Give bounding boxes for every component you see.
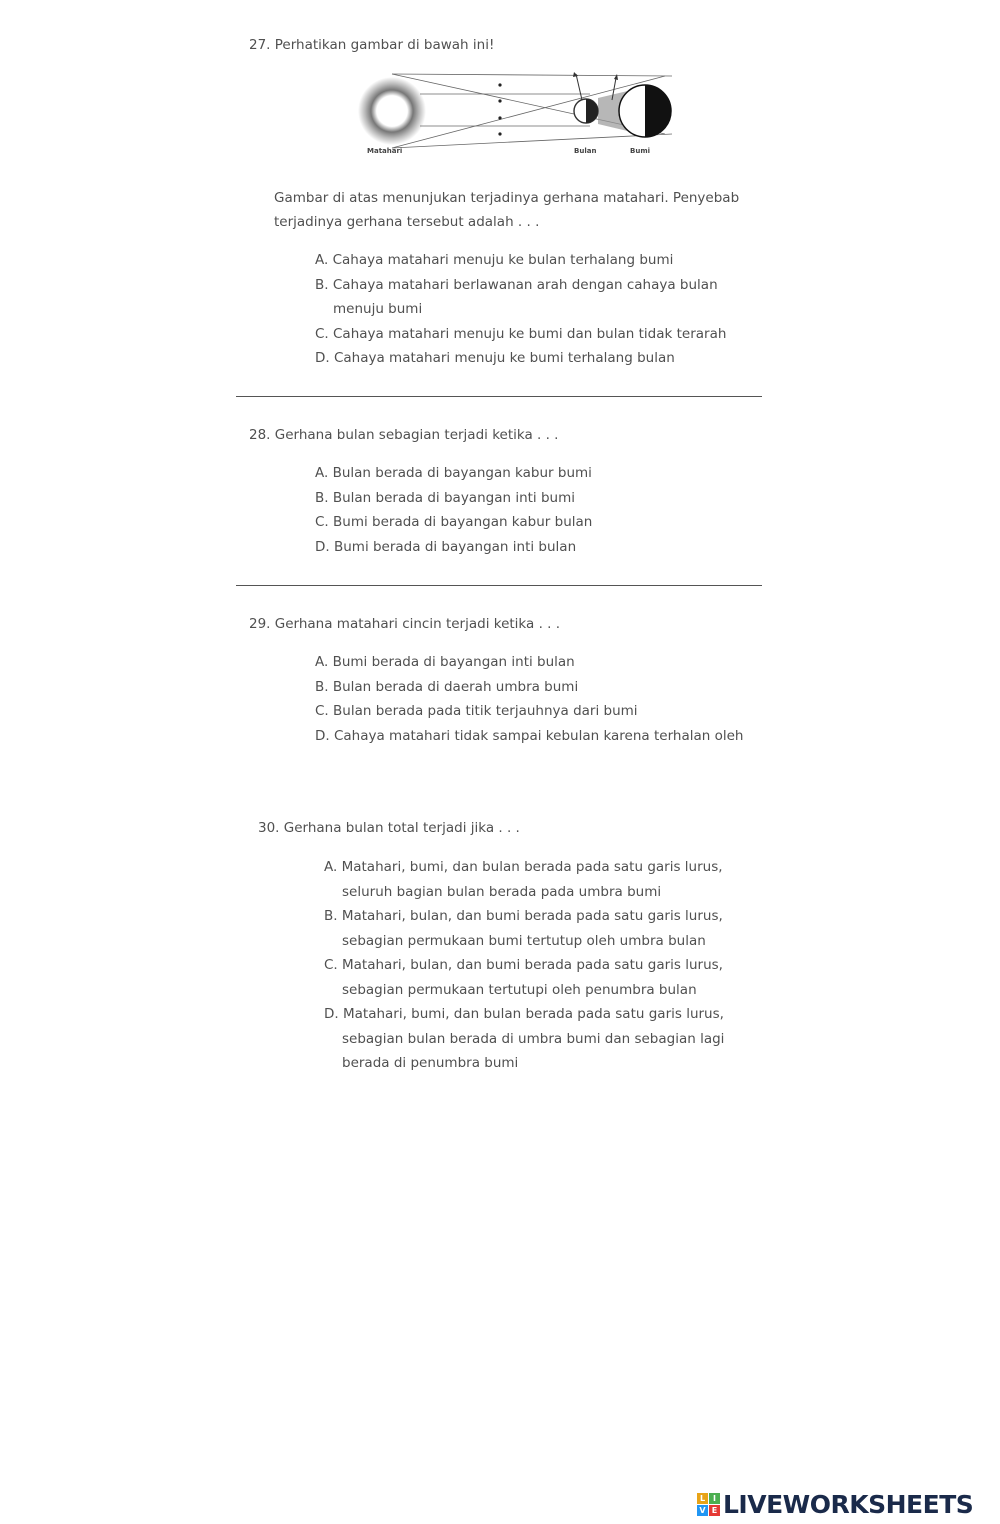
option-d[interactable]: D. Bumi berada di bayangan inti bulan xyxy=(315,538,577,555)
option-d[interactable]: D. Matahari, bumi, dan bulan berada pada satu garis lurus, xyxy=(324,1006,724,1022)
option-a[interactable]: A. Bulan berada di bayangan kabur bumi xyxy=(315,465,592,481)
option-a[interactable]: A. Cahaya matahari menuju ke bulan terhalang bumi xyxy=(315,252,674,268)
option-b[interactable]: B. Matahari, bulan, dan bumi berada pada satu garis lurus, xyxy=(324,908,723,924)
liveworksheets-mark-icon xyxy=(697,1493,720,1516)
ray-arrows xyxy=(498,83,501,135)
mark-letter: E xyxy=(709,1505,720,1516)
mark-letter: I xyxy=(709,1493,720,1504)
option-c[interactable]: C. Bulan berada pada titik terjauhnya dari bumi xyxy=(315,703,638,719)
option-b-continuation: menuju bumi xyxy=(333,301,423,317)
question-27-options xyxy=(315,248,726,371)
question-29-title: 29. Gerhana matahari cincin terjadi ketika . . . xyxy=(249,616,561,632)
divider xyxy=(236,585,762,586)
option-a[interactable]: A. Bumi berada di bayangan inti bulan xyxy=(315,654,575,670)
option-c[interactable]: C. Cahaya matahari menuju ke bumi dan bulan tidak terarah xyxy=(315,325,727,342)
question-27-title: 27. Perhatikan gambar di bawah ini! xyxy=(249,37,495,53)
option-d-continuation: sebagian bulan berada di umbra bumi dan sebagian lagi xyxy=(342,1030,725,1047)
option-b[interactable]: B. Bulan berada di bayangan inti bumi xyxy=(315,489,575,506)
option-a[interactable]: A. Matahari, bumi, dan bulan berada pada satu garis lurus, xyxy=(324,859,723,875)
sun-label: Matahari xyxy=(367,147,403,155)
option-c[interactable]: C. Matahari, bulan, dan bumi berada pada satu garis lurus, xyxy=(324,957,723,973)
mark-letter: L xyxy=(697,1493,708,1504)
liveworksheets-brand-text: LIVEWORKSHEETS xyxy=(723,1490,974,1519)
option-b[interactable]: B. Cahaya matahari berlawanan arah dengan cahaya bulan xyxy=(315,276,718,293)
paragraph-line: terjadinya gerhana tersebut adalah . . . xyxy=(274,214,540,230)
option-b[interactable]: B. Bulan berada di daerah umbra bumi xyxy=(315,678,579,695)
divider xyxy=(236,396,762,397)
liveworksheets-logo xyxy=(697,1490,973,1519)
option-c[interactable]: C. Bumi berada di bayangan kabur bulan xyxy=(315,514,593,530)
option-d[interactable]: D. Cahaya matahari tidak sampai kebulan karena terhalan oleh xyxy=(315,727,744,744)
question-28-options xyxy=(315,461,592,559)
option-d[interactable]: D. Cahaya matahari menuju ke bumi terhalang bulan xyxy=(315,350,675,366)
moon-label: Bulan xyxy=(574,147,597,155)
sun-shape xyxy=(358,77,426,145)
option-a-continuation: seluruh bagian bulan berada pada umbra bumi xyxy=(342,883,662,900)
earth-label: Bumi xyxy=(630,147,651,155)
question-30-title: 30. Gerhana bulan total terjadi jika . . . xyxy=(258,820,520,836)
question-30-options xyxy=(324,855,724,1076)
question-28-title: 28. Gerhana bulan sebagian terjadi ketika . . . xyxy=(249,427,559,443)
option-c-continuation: sebagian permukaan tertutupi oleh penumbra bulan xyxy=(342,981,697,998)
question-27-paragraph xyxy=(274,186,739,234)
paragraph-line: Gambar di atas menunjukan terjadinya gerhana matahari. Penyebab xyxy=(274,190,740,206)
option-d-continuation: berada di penumbra bumi xyxy=(342,1055,519,1071)
option-b-continuation: sebagian permukaan bumi tertutup oleh umbra bulan xyxy=(342,932,706,949)
mark-letter: V xyxy=(697,1505,708,1516)
question-29-options xyxy=(315,650,743,748)
